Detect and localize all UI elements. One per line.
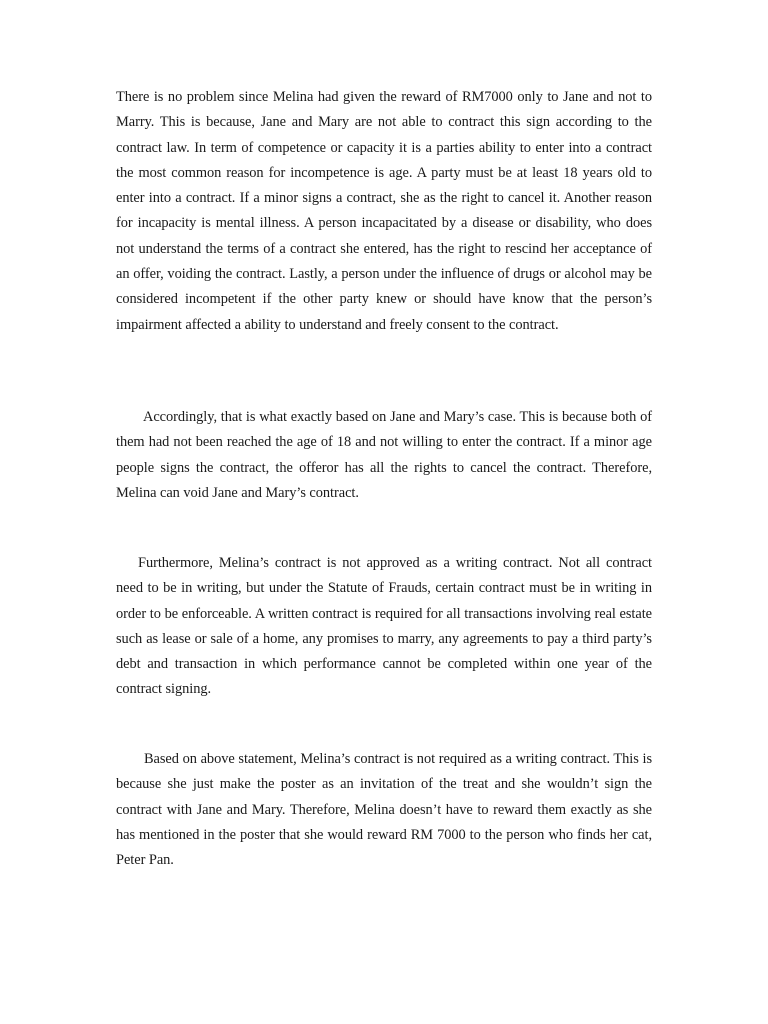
paragraph-capacity: There is no problem since Melina had given the reward of RM7000 only to Jane and not to Marry. This is because, Jane and Mary are not able to contract this sign according to the contract law. In term of competence or capacity it is a parties ability to enter into a contract the most common reason for incompetence is age. A party must be at least 18 years old to enter into a contract. If a minor signs a contract, she as the right to cancel it. Another reason for incapacity is mental illness. A person incapacitated by a disease or disability, who does not understand the terms of a contract she entered, has the right to rescind her acceptance of an offer, voiding the contract. Lastly, a person under the influence of drugs or alcohol may be considered incompetent if the other party knew or should have know that the person’s impairment affected a ability to understand and freely consent to the contract. [116,89,652,333]
paragraph-statute-of-frauds: Furthermore, Melina’s contract is not approved as a writing contract. Not all contract need to be in writing, but under the Statute of Frauds, certain contract must be in writing in order to be enforceable. A written contract is required for all transactions involving real estate such as lease or sale of a home, any promises to marry, any agreements to pay a third party’s debt and transaction in which performance cannot be completed within one year of the contract signing. [116,555,652,698]
paragraph-minor-age: Accordingly, that is what exactly based on Jane and Mary’s case. This is because both of them had not been reached the age of 18 and not willing to enter the contract. If a minor age people signs the contract, the offeror has all the rights to cancel the contract. Therefore, Melina can void Jane and Mary’s contract. [116,409,652,501]
paragraph-conclusion: Based on above statement, Melina’s contract is not required as a writing contract. This is because she just make the poster as an invitation of the treat and she wouldn’t sign the contract with Jane and Mary. Therefore, Melina doesn’t have to reward them exactly as she has mentioned in the poster that she would reward RM 7000 to the person who finds her cat, Peter Pan. [116,751,652,869]
